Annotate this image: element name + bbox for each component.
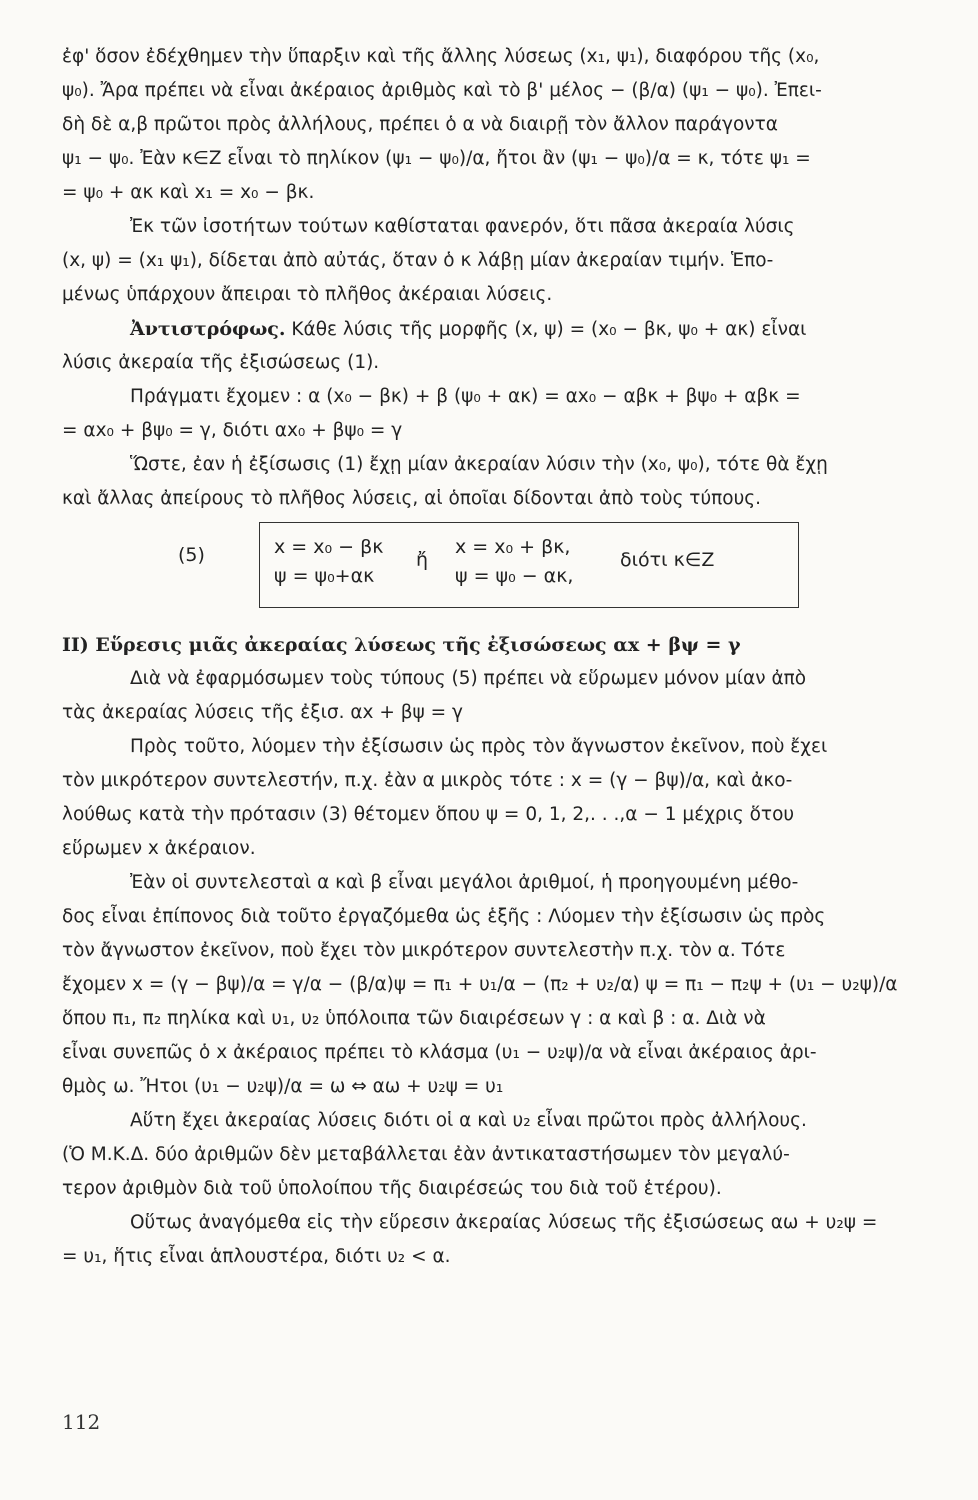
text-line: Ὥστε, ἐαν ἡ ἐξίσωσις (1) ἔχῃ μίαν ἀκεραίαν λύσιν τὴν (x₀, ψ₀), τότε θὰ ἔχῃ: [130, 454, 828, 475]
formula-box: [259, 522, 799, 608]
formula-right-line: ψ = ψ₀ − ακ,: [455, 565, 574, 587]
formula-box-row: [62, 522, 942, 622]
text-line: λούθως κατὰ τὴν πρότασιν (3) θέτομεν ὅπου ψ = 0, 1, 2,. . .,α − 1 μέχρις ὅτου: [62, 804, 795, 825]
formula-right-line: x = x₀ + βκ,: [455, 536, 571, 558]
text-line: ἐφ' ὅσον ἐδέχθημεν τὴν ὕπαρξιν καὶ τῆς ἄλλης λύσεως (x₁, ψ₁), διαφόρου τῆς (x₀,: [62, 46, 820, 67]
text-line: = υ₁, ἥτις εἶναι ἁπλουστέρα, διότι υ₂ < α.: [62, 1246, 451, 1267]
text-line: Αὕτη ἔχει ἀκεραίας λύσεις διότι οἱ α καὶ υ₂ εἶναι πρῶτοι πρὸς ἀλλήλους.: [130, 1110, 807, 1131]
text-line: [62, 312, 942, 346]
text-line: Οὕτως ἀναγόμεθα εἰς τὴν εὕρεσιν ἀκεραίας λύσεως τῆς ἐξισώσεως αω + υ₂ψ =: [130, 1212, 878, 1233]
text-line: τὸν μικρότερον συντελεστήν, π.χ. ἐὰν α μικρὸς τότε : x = (γ − βψ)/α, καὶ ἀκο-: [62, 770, 793, 791]
text-line: τερον ἀριθμὸν διὰ τοῦ ὑπολοίπου τῆς διαιρέσεώς του διὰ τοῦ ἑτέρου).: [62, 1178, 722, 1199]
converse-text: Κάθε λύσις τῆς μορφῆς (x, ψ) = (x₀ − βκ, ψ₀ + ακ) εἶναι: [291, 319, 807, 340]
text-line: ψ₁ − ψ₀. Ἐὰν κ∈Z εἶναι τὸ πηλίκον (ψ₁ − ψ₀)/α, ἤτοι ἂν (ψ₁ − ψ₀)/α = κ, τότε ψ₁ =: [62, 148, 811, 169]
text-line: ὅπου π₁, π₂ πηλίκα καὶ υ₁, υ₂ ὑπόλοιπα τῶν διαιρέσεων γ : α καὶ β : α. Διὰ νὰ: [62, 1008, 766, 1029]
converse-label: Ἀντιστρόφως.: [130, 318, 286, 340]
text-line: ἔχομεν x = (γ − βψ)/α = γ/α − (β/α)ψ = π₁ + υ₁/α − (π₂ + υ₂/α) ψ = π₁ − π₂ψ + (υ₁ − υ₂ψ)/α: [62, 974, 898, 995]
text-line: καὶ ἄλλας ἀπείρους τὸ πλῆθος λύσεις, αἱ ὁποῖαι δίδονται ἀπὸ τοὺς τύπους.: [62, 488, 762, 509]
formula-condition: διότι κ∈Z: [620, 549, 715, 571]
text-line: δος εἶναι ἐπίπονος διὰ τοῦτο ἐργαζόμεθα ὡς ἑξῆς : Λύομεν τὴν ἐξίσωσιν ὡς πρὸς: [62, 906, 826, 927]
text-line: Πράγματι ἔχομεν : α (x₀ − βκ) + β (ψ₀ + ακ) = αx₀ − αβκ + βψ₀ + αβκ =: [130, 386, 801, 407]
text-line: = ψ₀ + ακ καὶ x₁ = x₀ − βκ.: [62, 182, 315, 203]
text-line: Πρὸς τοῦτο, λύομεν τὴν ἐξίσωσιν ὡς πρὸς τὸν ἄγνωστον ἐκεῖνον, ποὺ ἔχει: [130, 736, 828, 757]
text-line: τὰς ἀκεραίας λύσεις τῆς ἐξισ. αx + βψ = γ: [62, 702, 463, 723]
page-body: [62, 40, 942, 1274]
formula-or: ἤ: [416, 549, 429, 571]
text-line: = αx₀ + βψ₀ = γ, διότι αx₀ + βψ₀ = γ: [62, 420, 403, 441]
text-line: ψ₀). Ἄρα πρέπει νὰ εἶναι ἀκέραιος ἀριθμὸς καὶ τὸ β' μέλος − (β/α) (ψ₁ − ψ₀). Ἐπει-: [62, 80, 822, 101]
formula-left: [274, 533, 383, 591]
page-number: 112: [62, 1410, 101, 1434]
formula-label: (5): [178, 544, 205, 566]
text-line: δὴ δὲ α,β πρῶτοι πρὸς ἀλλήλους, πρέπει ὁ α νὰ διαιρῇ τὸν ἄλλον παράγοντα: [62, 114, 778, 135]
text-line: εὕρωμεν x ἀκέραιον.: [62, 838, 256, 859]
text-line: (Ὁ Μ.Κ.Δ. δύο ἀριθμῶν δὲν μεταβάλλεται ἐὰν ἀντικαταστήσωμεν τὸν μεγαλύ-: [62, 1144, 790, 1165]
text-line: (x, ψ) = (x₁ ψ₁), δίδεται ἀπὸ αὐτάς, ὅταν ὁ κ λάβῃ μίαν ἀκεραίαν τιμήν. Ἑπο-: [62, 250, 774, 271]
text-line: τὸν ἄγνωστον ἐκεῖνον, ποὺ ἔχει τὸν μικρότερον συντελεστὴν π.χ. τὸν α. Τότε: [62, 940, 786, 961]
formula-right: [455, 533, 573, 591]
text-line: Διὰ νὰ ἐφαρμόσωμεν τοὺς τύπους (5) πρέπει νὰ εὕρωμεν μόνον μίαν ἀπὸ: [130, 668, 807, 689]
text-line: θμὸς ω. Ἤτοι (υ₁ − υ₂ψ)/α = ω ⇔ αω + υ₂ψ = υ₁: [62, 1076, 504, 1097]
formula-left-line: x = x₀ − βκ: [274, 536, 384, 558]
formula-left-line: ψ = ψ₀+ακ: [274, 565, 375, 587]
text-line: λύσις ἀκεραία τῆς ἐξισώσεως (1).: [62, 352, 380, 373]
text-line: μένως ὑπάρχουν ἄπειραι τὸ πλῆθος ἀκέραιαι λύσεις.: [62, 284, 553, 305]
text-line: εἶναι συνεπῶς ὁ x ἀκέραιος πρέπει τὸ κλάσμα (υ₁ − υ₂ψ)/α νὰ εἶναι ἀκέραιος ἀρι-: [62, 1042, 817, 1063]
text-line: Ἐκ τῶν ἰσοτήτων τούτων καθίσταται φανερόν, ὅτι πᾶσα ἀκεραία λύσις: [130, 216, 795, 237]
section-heading: II) Εὕρεσις μιᾶς ἀκεραίας λύσεως τῆς ἐξισώσεως αx + βψ = γ: [62, 634, 741, 656]
text-line: Ἐὰν οἱ συντελεσταὶ α καὶ β εἶναι μεγάλοι ἀριθμοί, ἡ προηγουμένη μέθο-: [130, 872, 799, 893]
